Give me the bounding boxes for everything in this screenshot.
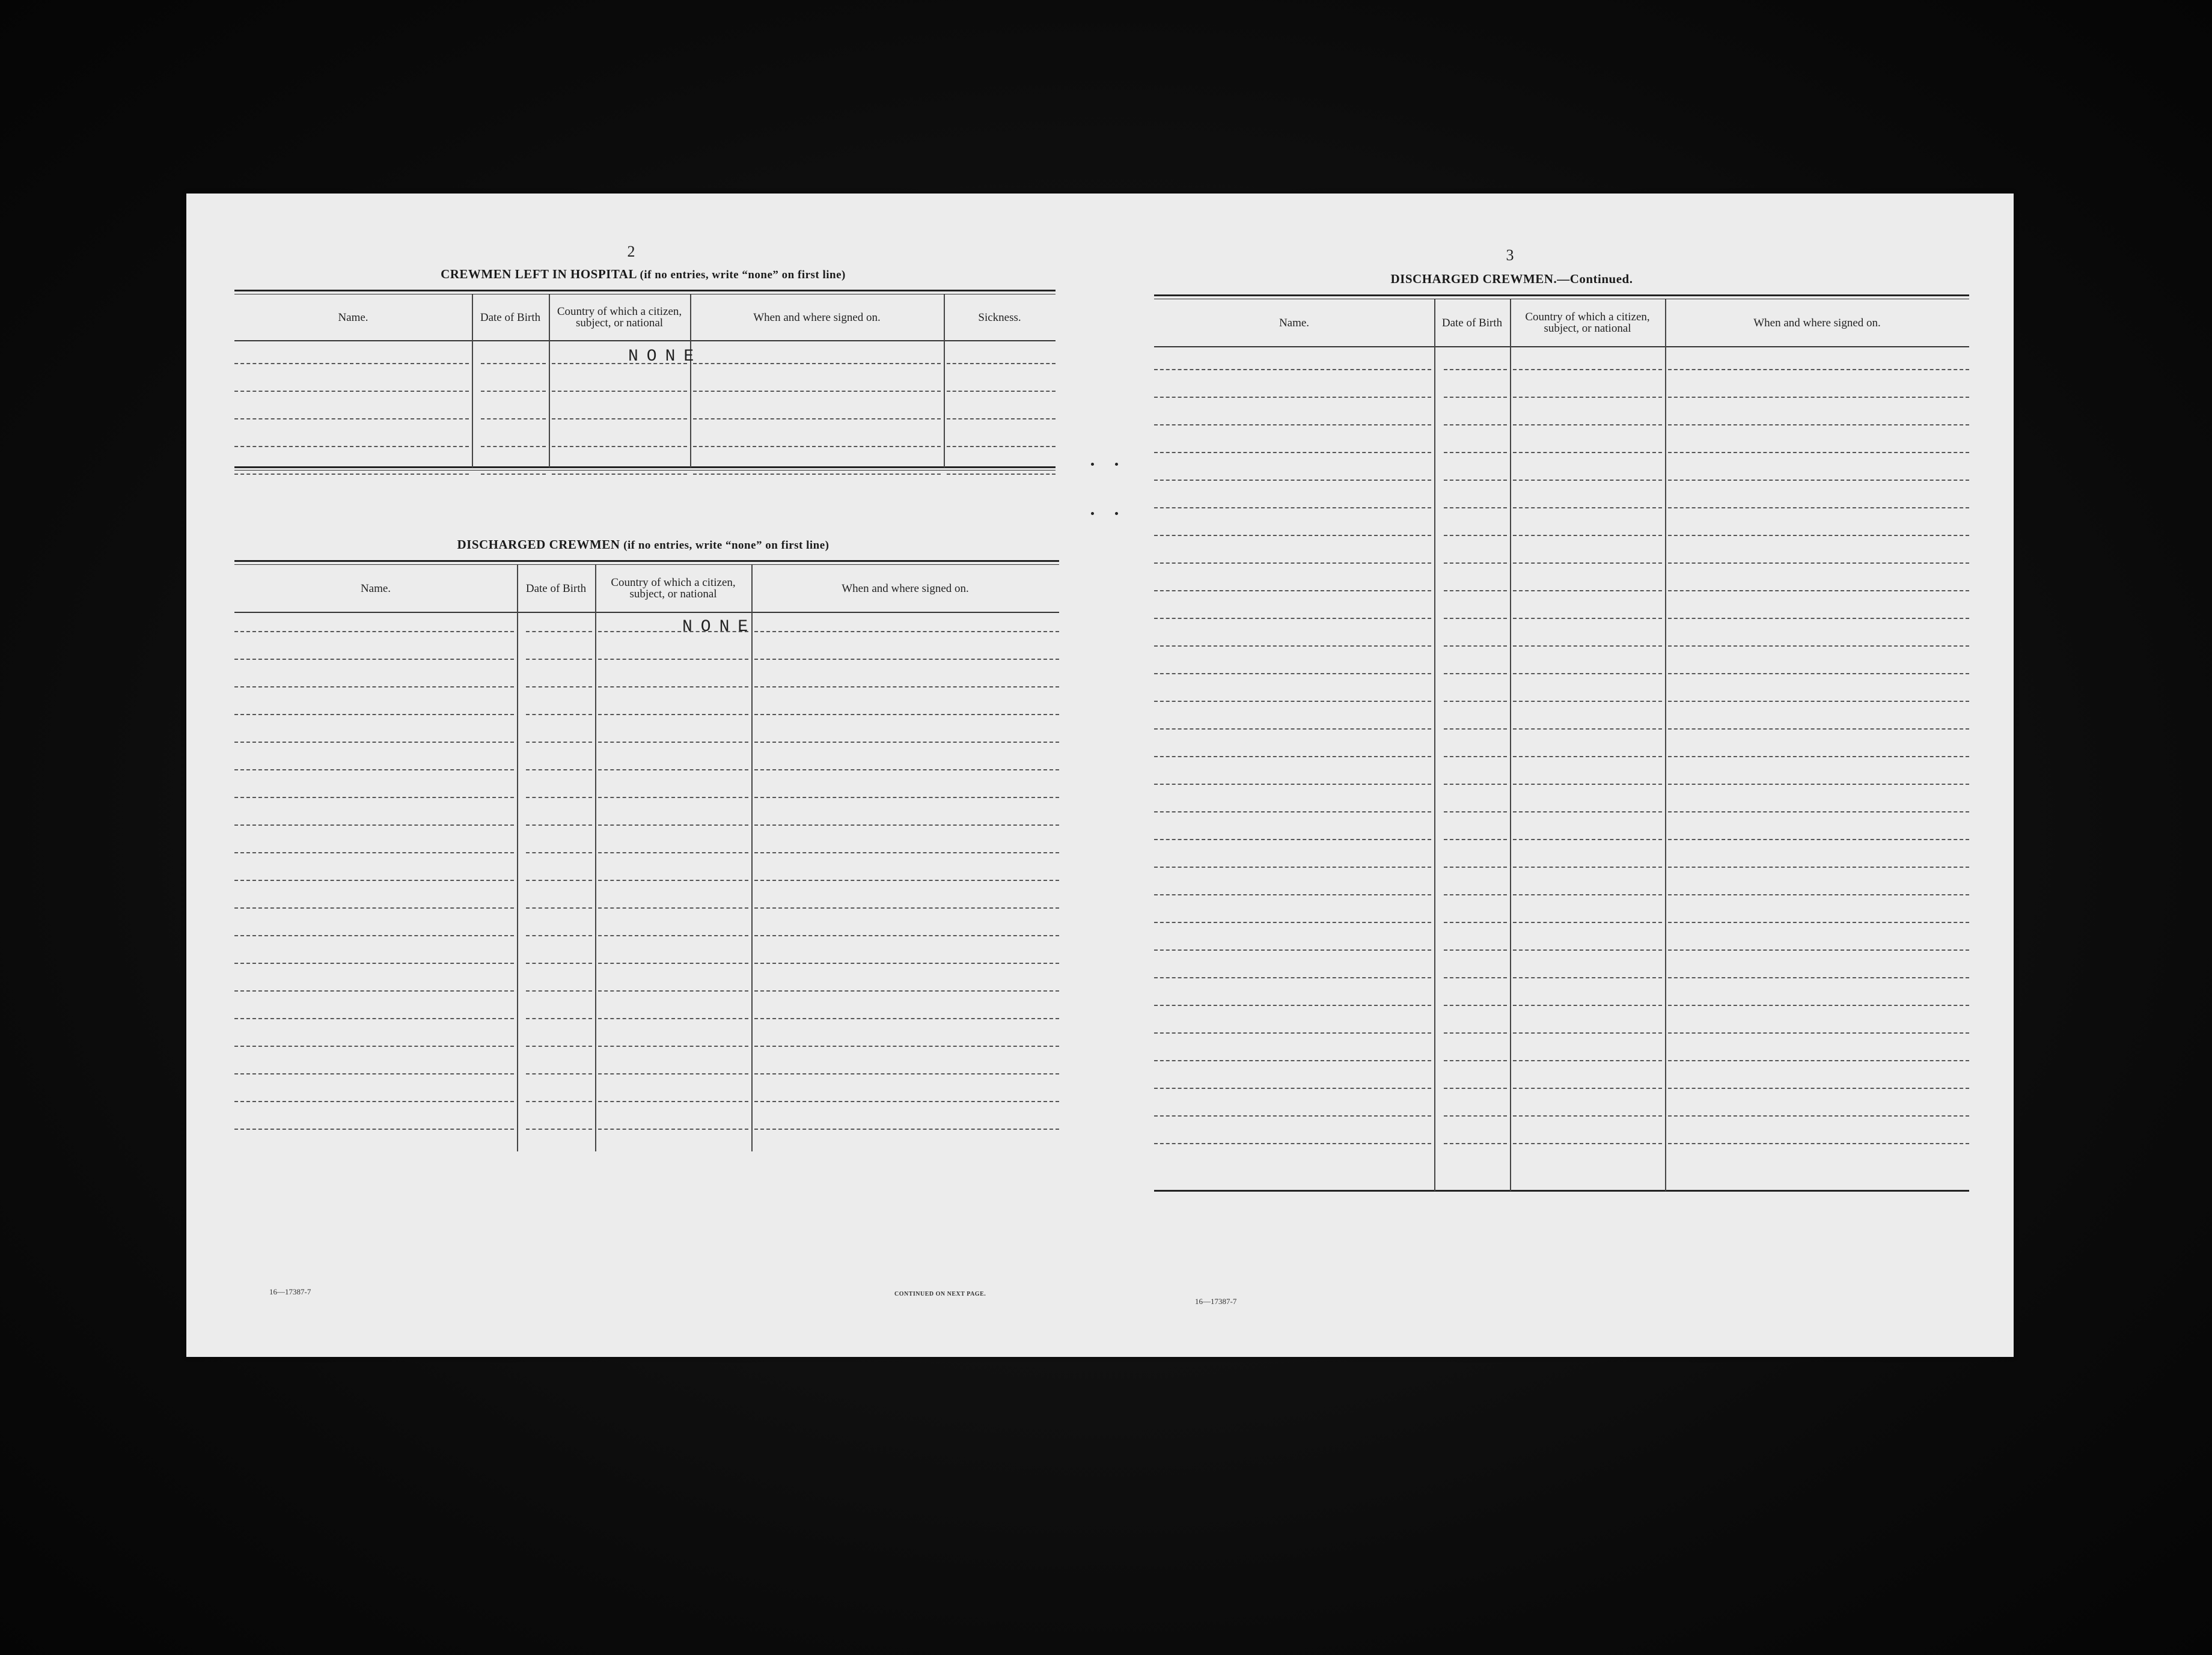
entry-line [1668,1143,1969,1144]
entry-line [234,446,469,447]
entry-line [1154,894,1431,895]
entry-line [1154,922,1431,923]
entry-line [481,418,546,419]
entry-line [1154,369,1431,370]
col-dob-header: Date of Birth [1441,316,1503,329]
entry-line [526,659,592,660]
col-signed-on-header: When and where signed on. [842,582,969,595]
entry-line [754,769,1059,770]
entry-line [754,1073,1059,1074]
entry-line [1513,452,1662,453]
entry-line [754,963,1059,964]
entry-line [1154,977,1431,978]
entry-line [1154,397,1431,398]
entry-line [234,686,514,687]
entry-line [1513,949,1662,951]
entry-line [234,1073,514,1074]
entry-line [1444,1060,1507,1061]
entry-line [1154,1005,1431,1006]
entry-line [1668,562,1969,564]
entry-line [1513,1060,1662,1061]
entry-line [552,446,687,447]
entry-line [1444,562,1507,564]
entry-line [1513,701,1662,702]
entry-line [481,474,546,475]
entry-line [947,363,1056,364]
entry-line [234,363,469,364]
discharged-table [234,560,1059,1161]
discharged-title: DISCHARGED CREWMEN [457,537,620,552]
entry-line [598,714,748,715]
entry-line [552,418,687,419]
entry-line [1668,507,1969,508]
scanned-document [186,194,2014,1357]
entry-line [1668,894,1969,895]
entry-line [1513,1115,1662,1117]
entry-line [1513,590,1662,591]
entry-line [526,824,592,826]
entry-line [1444,867,1507,868]
entry-line [1668,1032,1969,1034]
entry-line [526,852,592,853]
entry-line [1513,1143,1662,1144]
entry-line [598,907,748,909]
entry-line [1154,535,1431,536]
entry-line [1444,673,1507,674]
entry-line [947,474,1056,475]
entry-line [552,391,687,392]
entry-line [234,714,514,715]
entry-line [598,1018,748,1019]
entry-line [481,363,546,364]
entry-line [1444,784,1507,785]
entry-line [598,1101,748,1102]
entry-line [1513,397,1662,398]
entry-line [1154,949,1431,951]
entry-line [234,769,514,770]
entry-line [1154,1060,1431,1061]
entry-line [1154,784,1431,785]
entry-line [1513,867,1662,868]
entry-line [1444,452,1507,453]
entry-line [1444,590,1507,591]
entry-line [1668,922,1969,923]
col-dob-header: Date of Birth [480,311,541,324]
page-2 [186,194,1100,1357]
entry-line [1513,811,1662,812]
entry-line [1668,397,1969,398]
entry-line [598,742,748,743]
entry-line [234,1046,514,1047]
entry-line [526,1101,592,1102]
page-number: 2 [627,243,635,260]
entry-line [754,797,1059,798]
entry-line [1513,1088,1662,1089]
none-entry: NONE [628,347,703,366]
entry-line [754,631,1059,632]
entry-line [1444,1032,1507,1034]
col-name-header: Name. [1279,316,1310,329]
col-dob-header: Date of Birth [525,582,587,595]
entry-line [598,935,748,936]
entry-line [481,446,546,447]
entry-line [1444,922,1507,923]
entry-line [234,742,514,743]
entry-line [754,1101,1059,1102]
entry-line [1154,562,1431,564]
entry-line [1668,480,1969,481]
entry-line [1668,701,1969,702]
entry-line [526,714,592,715]
entry-line [1444,1005,1507,1006]
entry-line [1513,645,1662,647]
entry-line [526,1073,592,1074]
entry-line [481,391,546,392]
entry-line [1513,894,1662,895]
entry-line [526,631,592,632]
entry-line [1513,728,1662,730]
entry-line [1154,452,1431,453]
hospital-table [234,290,1056,476]
entry-line [754,686,1059,687]
entry-line [234,391,469,392]
entry-line [1513,618,1662,619]
col-country-header: Country of which a citizen, subject, or national [1525,311,1650,335]
entry-line [754,907,1059,909]
entry-line [947,391,1056,392]
discharged-title-note: (if no entries, write “none” on first line) [623,539,830,552]
entry-line [1154,701,1431,702]
entry-line [754,742,1059,743]
entry-line [754,880,1059,881]
entry-line [598,1046,748,1047]
entry-line [1513,480,1662,481]
entry-line [1668,1088,1969,1089]
entry-line [1444,701,1507,702]
entry-line [1513,784,1662,785]
entry-line [1154,1088,1431,1089]
continued-note: CONTINUED ON NEXT PAGE. [894,1291,986,1297]
entry-line [1444,894,1507,895]
hospital-section-title [186,267,1100,282]
entry-line [526,686,592,687]
entry-line [1513,1032,1662,1034]
form-number: 16—17387-7 [269,1287,311,1296]
page-number: 3 [1506,246,1514,264]
entry-line [1668,1060,1969,1061]
entry-line [552,363,687,364]
entry-line [1513,369,1662,370]
col-country-header: Country of which a citizen, subject, or national [611,576,736,600]
hospital-title-note: (if no entries, write “none” on first line) [640,269,846,281]
entry-line [598,824,748,826]
entry-line [693,446,941,447]
entry-line [234,880,514,881]
entry-line [693,418,941,419]
entry-line [598,963,748,964]
entry-line [526,963,592,964]
entry-line [693,474,941,475]
entry-line [598,797,748,798]
entry-line [234,990,514,992]
entry-line [1444,977,1507,978]
entry-line [1668,784,1969,785]
entry-line [234,474,469,475]
col-signed-on-header: When and where signed on. [753,311,881,324]
entry-line [1154,507,1431,508]
entry-line [1444,1115,1507,1117]
entry-line [1668,1115,1969,1117]
entry-line [1154,424,1431,425]
entry-line [598,659,748,660]
entry-line [1513,535,1662,536]
entry-line [1668,949,1969,951]
entry-line [234,418,469,419]
col-country-header: Country of which a citizen, subject, or national [557,305,682,329]
entry-line [234,824,514,826]
fold-mark [1091,463,1094,466]
entry-line [754,1129,1059,1130]
entry-line [526,769,592,770]
entry-line [234,852,514,853]
col-name-header: Name. [338,311,368,324]
entry-line [234,935,514,936]
entry-line [234,1101,514,1102]
entry-line [754,852,1059,853]
entry-line [234,963,514,964]
entry-line [1668,618,1969,619]
entry-line [1444,811,1507,812]
entry-line [1668,673,1969,674]
entry-line [1668,452,1969,453]
entry-line [754,1018,1059,1019]
hospital-title: CREWMEN LEFT IN HOSPITAL [441,267,637,281]
entry-line [598,631,748,632]
entry-line [234,659,514,660]
entry-line [1444,756,1507,757]
entry-line [754,824,1059,826]
entry-line [526,990,592,992]
entry-line [526,935,592,936]
entry-line [598,1073,748,1074]
entry-line [754,1046,1059,1047]
entry-line [1668,811,1969,812]
entry-line [1513,507,1662,508]
entry-line [1513,756,1662,757]
entry-line [598,852,748,853]
entry-line [1154,480,1431,481]
entry-line [526,742,592,743]
discharged-continued-title: DISCHARGED CREWMEN.—Continued. [1390,272,1633,286]
col-signed-on-header: When and where signed on. [1753,316,1881,329]
entry-line [1513,1005,1662,1006]
entry-line [1444,949,1507,951]
entry-line [552,474,687,475]
entry-line [598,769,748,770]
fold-mark [1091,512,1094,515]
entry-line [1513,922,1662,923]
entry-line [754,659,1059,660]
entry-line [526,880,592,881]
page-3 [1106,194,2014,1357]
entry-line [1513,424,1662,425]
entry-line [526,1018,592,1019]
entry-line [1154,756,1431,757]
entry-line [234,1129,514,1130]
entry-line [234,907,514,909]
entry-line [1668,977,1969,978]
entry-line [526,907,592,909]
entry-line [754,714,1059,715]
entry-line [1444,1143,1507,1144]
entry-line [1444,507,1507,508]
entry-line [598,686,748,687]
entry-line [1154,1032,1431,1034]
entry-line [754,990,1059,992]
entry-line [1668,369,1969,370]
entry-line [1444,728,1507,730]
entry-line [1668,590,1969,591]
entry-line [1154,645,1431,647]
entry-line [1513,839,1662,840]
none-entry: NONE [682,618,757,636]
entry-line [1668,867,1969,868]
entry-line [693,391,941,392]
entry-line [526,1046,592,1047]
entry-line [598,1129,748,1130]
entry-line [1154,590,1431,591]
entry-line [1154,839,1431,840]
entry-line [526,797,592,798]
entry-line [598,990,748,992]
entry-line [1154,1143,1431,1144]
entry-line [754,935,1059,936]
entry-line [1154,728,1431,730]
discharged-section-title [186,537,1100,552]
entry-line [1513,673,1662,674]
discharged-continued-table [1154,294,1969,1196]
entry-line [1154,1115,1431,1117]
entry-line [1444,369,1507,370]
entry-line [947,418,1056,419]
entry-line [1444,1088,1507,1089]
entry-line [1154,673,1431,674]
entry-line [1513,562,1662,564]
entry-line [1154,811,1431,812]
col-name-header: Name. [360,582,391,595]
entry-line [693,363,941,364]
entry-line [1154,618,1431,619]
entry-line [1513,977,1662,978]
entry-line [1668,424,1969,425]
entry-line [1444,535,1507,536]
col-sickness-header: Sickness. [978,311,1021,324]
entry-line [1668,839,1969,840]
form-number: 16—17387-7 [1195,1297,1237,1306]
entry-line [1668,1005,1969,1006]
entry-line [526,1129,592,1130]
entry-line [234,797,514,798]
entry-line [1444,480,1507,481]
entry-line [1444,839,1507,840]
entry-line [1444,397,1507,398]
entry-line [234,631,514,632]
entry-line [1668,535,1969,536]
entry-line [1668,645,1969,647]
entry-line [234,1018,514,1019]
entry-line [1444,645,1507,647]
entry-line [598,880,748,881]
entry-line [1668,728,1969,730]
entry-line [1444,424,1507,425]
entry-line [1154,867,1431,868]
entry-line [1668,756,1969,757]
entry-line [947,446,1056,447]
entry-line [1444,618,1507,619]
